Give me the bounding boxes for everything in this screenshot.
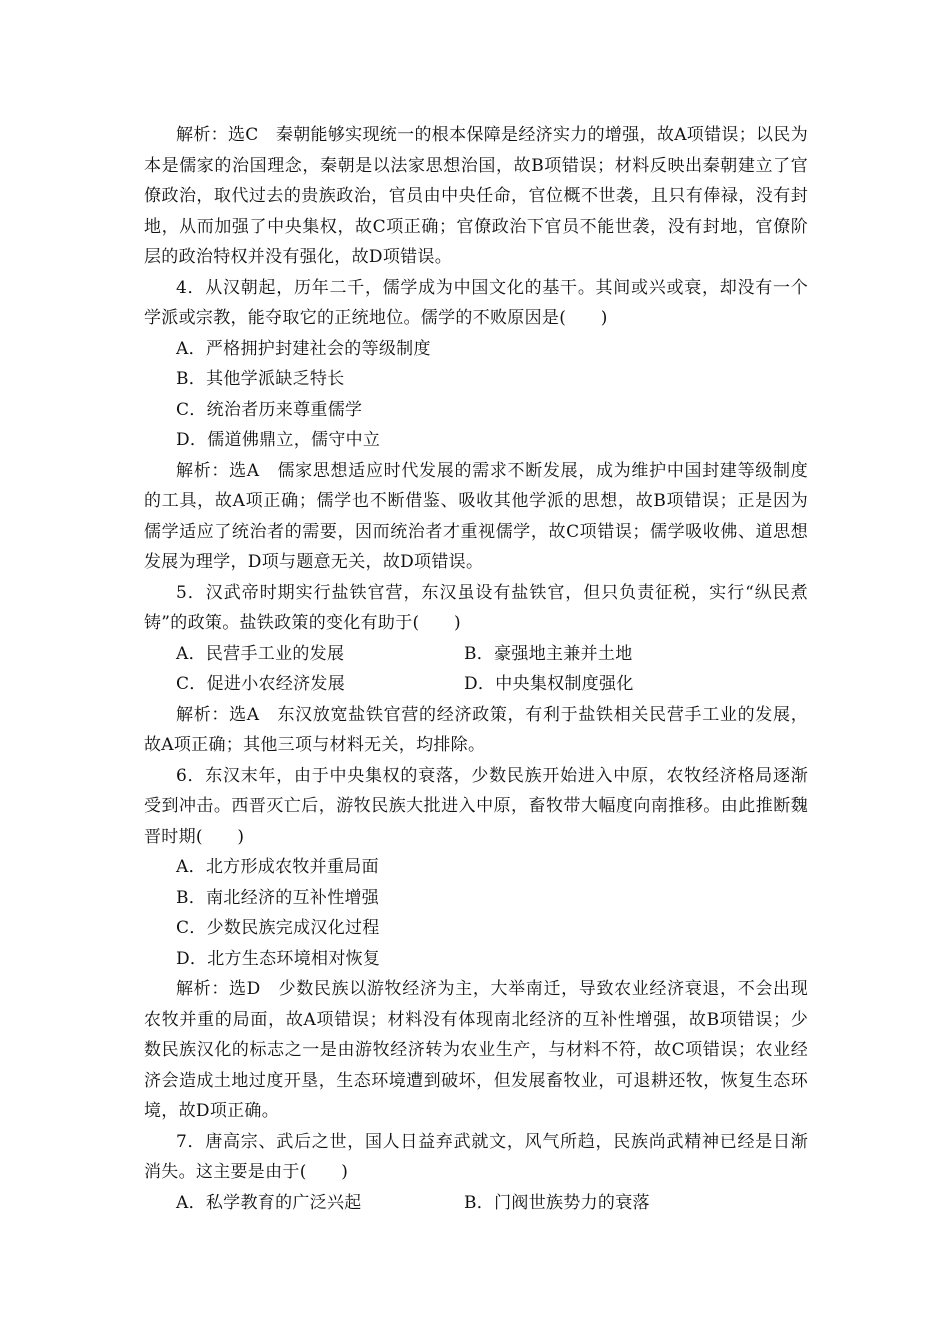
q5-option-d: D．中央集权制度强化	[464, 674, 634, 694]
q4-option-d: D．儒道佛鼎立，儒守中立	[176, 430, 381, 450]
q5-option-a: A．民营手工业的发展	[176, 643, 345, 664]
q7-stem: 7．唐高宗、武后之世，国人日益弃武就文，风气所趋，民族尚武精神已经是日渐消失。这主要是由于( )	[144, 1131, 808, 1182]
q5-options-row-1	[144, 639, 808, 670]
q5-stem: 5．汉武帝时期实行盐铁官营，东汉虽设有盐铁官，但只负责征税，实行“纵民煮铸”的政策。盐铁政策的变化有助于( )	[144, 582, 808, 633]
q4-analysis: 解析：选A 儒家思想适应时代发展的需求不断发展，成为维护中国封建等级制度的工具，故A项正确；儒学也不断借鉴、吸收其他学派的思想，故B项错误；正是因为儒学适应了统治者的需要，因而统治者才重视儒学，故C项错误；儒学吸收佛、道思想发展为理学，D项与题意无关，故D项错误。	[144, 460, 808, 572]
document-page	[144, 120, 808, 1218]
q4-option-c: C．统治者历来尊重儒学	[176, 399, 363, 420]
q7-option-b: B．门阀世族势力的衰落	[464, 1192, 650, 1213]
q5-analysis: 解析：选A 东汉放宽盐铁官营的经济政策，有利于盐铁相关民营手工业的发展，故A项正确；其他三项与材料无关，均排除。	[144, 704, 808, 755]
q6-analysis: 解析：选D 少数民族以游牧经济为主，大举南迁，导致农业经济衰退，不会出现农牧并重的局面，故A项错误；材料没有体现南北经济的互补性增强，故B项错误；少数民族汉化的标志之一是由游牧经济转为农业生产，与材料不符，故C项错误；农业经济会造成土地过度开垦，生态环境遭到破坏，但发展畜牧业，可退耕还牧，恢复生态环境，故D项正确。	[144, 979, 808, 1121]
q6-stem: 6．东汉末年，由于中央集权的衰落，少数民族开始进入中原，农牧经济格局逐渐受到冲击。西晋灭亡后，游牧民族大批进入中原，畜牧带大幅度向南推移。由此推断魏晋时期( )	[144, 765, 808, 847]
q7-options-row-1	[144, 1188, 808, 1219]
q3-analysis: 解析：选C 秦朝能够实现统一的根本保障是经济实力的增强，故A项错误；以民为本是儒家的治国理念，秦朝是以法家思想治国，故B项错误；材料反映出秦朝建立了官僚政治，取代过去的贵族政治，官员由中央任命，官位概不世袭，且只有俸禄，没有封地，从而加强了中央集权，故C项正确；官僚政治下官员不能世袭，没有封地，官僚阶层的政治特权并没有强化，故D项错误。	[144, 125, 808, 267]
q7-option-a: A．私学教育的广泛兴起	[176, 1192, 362, 1213]
q4-option-b: B．其他学派缺乏特长	[176, 369, 345, 389]
q5-option-b: B．豪强地主兼并土地	[464, 643, 633, 664]
q6-option-c: C．少数民族完成汉化过程	[176, 918, 380, 938]
q6-option-b: B．南北经济的互补性增强	[176, 887, 380, 908]
q4-option-a: A．严格拥护封建社会的等级制度	[176, 338, 431, 359]
q6-option-d: D．北方生态环境相对恢复	[176, 948, 381, 969]
q6-option-a: A．北方形成农牧并重局面	[176, 857, 379, 877]
q4-stem: 4．从汉朝起，历年二千，儒学成为中国文化的基干。其间或兴或衰，却没有一个学派或宗教，能夺取它的正统地位。儒学的不败原因是( )	[144, 277, 808, 328]
q5-options-row-2	[144, 669, 808, 700]
q5-option-c: C．促进小农经济发展	[176, 674, 346, 694]
